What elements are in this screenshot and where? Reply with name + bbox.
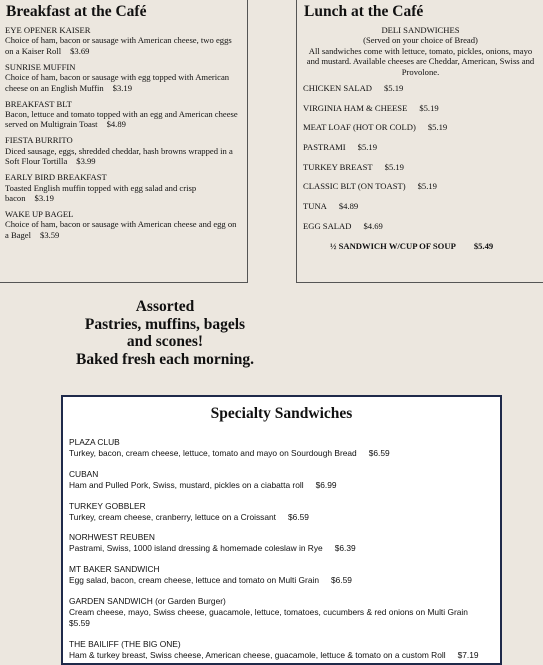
- item-price: $6.39: [334, 543, 356, 554]
- item-price: $4.89: [338, 201, 359, 212]
- menu-item: [303, 103, 538, 123]
- item-desc: Toasted English muffin topped with egg salad and crisp bacon: [5, 182, 197, 204]
- item-desc: Ham and Pulled Pork, Swiss, mustard, pickles on a ciabatta roll: [69, 479, 304, 490]
- soup-combo-item: [330, 241, 538, 251]
- item-price: $3.99: [76, 156, 96, 167]
- menu-item: [69, 532, 494, 554]
- item-name: SUNRISE MUFFIN: [5, 61, 76, 72]
- item-desc: Choice of ham, bacon or sausage with American cheese, two eggs on a Kaiser Roll: [5, 35, 232, 56]
- item-name: FIESTA BURRITO: [5, 135, 73, 146]
- item-name: TUNA: [303, 201, 327, 212]
- menu-item: [5, 25, 241, 56]
- item-price: $3.19: [112, 82, 132, 93]
- menu-item: [69, 469, 494, 491]
- item-desc: Ham & turkey breast, Swiss cheese, American cheese, guacamole, lettuce & tomato on a custom Roll: [69, 649, 446, 660]
- item-price: $7.19: [457, 649, 479, 660]
- item-name: PLAZA CLUB: [69, 437, 120, 447]
- item-price: $6.59: [331, 575, 352, 586]
- menu-item: [5, 209, 241, 240]
- item-desc: Cream cheese, mayo, Swiss cheese, guacamole, lettuce, tomatoes, cucumbers & red onions on Multi Grain: [69, 606, 468, 617]
- menu-item: [5, 135, 241, 166]
- item-price: $5.19: [427, 122, 448, 133]
- breakfast-list: [5, 25, 241, 240]
- item-desc: Diced sausage, eggs, shredded cheddar, hash browns wrapped in a Soft Flour Tortilla: [5, 145, 233, 167]
- item-name: NORHWEST REUBEN: [69, 532, 155, 543]
- item-price: $5.19: [384, 161, 404, 172]
- item-desc: Turkey, cream cheese, cranberry, lettuce on a Croissant: [69, 511, 276, 522]
- breakfast-panel: [0, 0, 248, 283]
- item-price: $5.59: [69, 617, 90, 628]
- lunch-subtitle: DELI SANDWICHES: [381, 25, 460, 35]
- item-name: EGG SALAD: [303, 220, 352, 231]
- lunch-panel: [296, 0, 543, 283]
- menu-item: [5, 62, 241, 93]
- menu-item: [69, 596, 494, 629]
- item-price: $4.69: [363, 220, 383, 231]
- promo-line: Pastries, muffins, bagels: [84, 315, 246, 333]
- item-price: $3.19: [34, 193, 54, 204]
- item-name: BREAKFAST BLT: [5, 98, 72, 109]
- menu-item: [69, 564, 494, 586]
- item-price: $4.89: [106, 119, 126, 130]
- item-desc: Bacon, lettuce and tomato topped with an egg and American cheese served on Multigrain Toast: [5, 109, 238, 130]
- item-name: CUBAN: [69, 468, 99, 479]
- item-name: GARDEN SANDWICH (or Garden Burger): [69, 595, 226, 606]
- item-name: THE BAILIFF (THE BIG ONE): [69, 638, 181, 649]
- promo-line: and scones!: [126, 333, 204, 350]
- item-price: $5.19: [419, 102, 439, 113]
- lunch-list: [303, 83, 538, 251]
- item-name: VIRGINIA HAM & CHEESE: [303, 102, 408, 113]
- item-name: ½ SANDWICH W/CUP OF SOUP: [330, 240, 456, 251]
- menu-item: [69, 437, 494, 459]
- item-price: $6.59: [287, 511, 309, 522]
- item-name: MEAT LOAF (HOT OR COLD): [303, 122, 416, 133]
- menu-item: [303, 142, 538, 162]
- item-price: $3.69: [70, 45, 90, 56]
- item-name: PASTRAMI: [303, 142, 346, 153]
- item-name: CHICKEN SALAD: [303, 83, 372, 94]
- item-name: TURKEY GOBBLER: [69, 500, 146, 511]
- specialty-title: Specialty Sandwiches: [210, 405, 353, 422]
- item-price: $5.49: [473, 240, 494, 251]
- menu-item: [303, 221, 538, 241]
- item-price: $6.59: [368, 448, 390, 458]
- item-price: $6.99: [315, 479, 337, 490]
- menu-item: [5, 99, 241, 130]
- menu-item: [303, 83, 538, 103]
- menu-item: [69, 501, 494, 523]
- item-price: $5.19: [417, 181, 437, 192]
- lunch-subtitle-bread: (Served on your choice of Bread): [363, 35, 478, 46]
- item-name: MT BAKER SANDWICH: [69, 564, 160, 575]
- menu-item: [5, 172, 241, 203]
- item-desc: Turkey, bacon, cream cheese, lettuce, tomato and mayo on Sourdough Bread: [69, 448, 357, 458]
- item-price: $5.19: [384, 83, 404, 94]
- menu-item: [303, 162, 538, 182]
- item-price: $3.59: [40, 229, 60, 240]
- menu-item: [303, 181, 538, 201]
- lunch-title: Lunch at the Café: [304, 3, 424, 20]
- item-name: TURKEY BREAST: [303, 161, 373, 172]
- item-desc: Egg salad, bacon, cream cheese, lettuce and tomato on Multi Grain: [69, 575, 319, 586]
- breakfast-title: Breakfast at the Café: [6, 3, 147, 20]
- promo-line: Assorted: [135, 298, 195, 315]
- item-name: CLASSIC BLT (ON TOAST): [303, 181, 406, 192]
- menu-item: [303, 201, 538, 221]
- item-desc: Choice of ham, bacon or sausage with American cheese and egg on a Bagel: [5, 219, 237, 240]
- promo-line: Baked fresh each morning.: [76, 350, 254, 368]
- item-name: EYE OPENER KAISER: [5, 25, 91, 35]
- menu-item: [303, 122, 538, 142]
- item-price: $5.19: [357, 142, 378, 153]
- specialty-panel: [61, 395, 502, 665]
- lunch-note: All sandwiches come with lettuce, tomato, pickles, onions, mayo and mustard. Available cheeses are Cheddar, American, Swiss and Provolone.: [306, 45, 535, 77]
- item-name: EARLY BIRD BREAKFAST: [5, 172, 107, 183]
- item-desc: Pastrami, Swiss, 1000 island dressing & homemade coleslaw in Rye: [69, 543, 323, 554]
- item-desc: Choice of ham, bacon or sausage with egg topped with American cheese on an English Muffin: [5, 72, 230, 93]
- item-name: WAKE UP BAGEL: [5, 209, 74, 220]
- specialty-list: [69, 437, 494, 661]
- bakery-promo: [40, 298, 290, 368]
